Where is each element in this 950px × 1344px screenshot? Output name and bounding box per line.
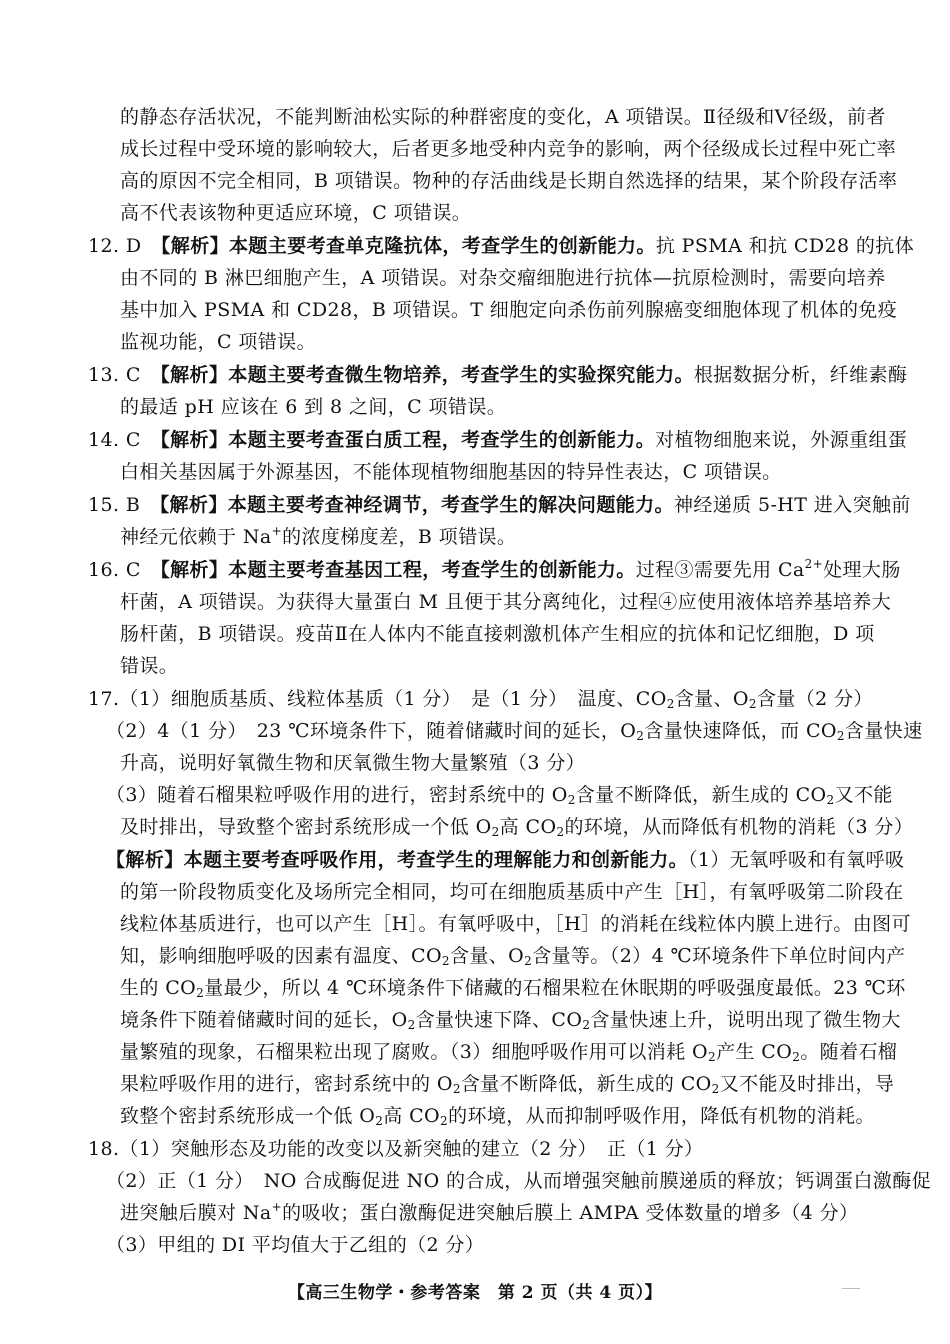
- text-line: 杆菌，A 项错误。为获得大量蛋白 M 且便于其分离纯化，过程④应使用液体培养基培养大: [120, 591, 892, 613]
- question-14-line: 14. C 【解析】本题主要考查蛋白质工程，考查学生的创新能力。对植物细胞来说，外源重组蛋: [88, 429, 908, 451]
- analysis-label: 【解析】本题主要考查蛋白质工程，考查学生的创新能力。: [160, 429, 656, 451]
- text-line: （2）正（1 分） NO 合成酶促进 NO 的合成，从而增强突触前膜递质的释放；钙调蛋白激酶促: [106, 1170, 932, 1192]
- text-line: 肠杆菌，B 项错误。疫苗Ⅱ在人体内不能直接刺激机体产生相应的抗体和记忆细胞，D 项: [120, 623, 875, 645]
- question-number: 15. B: [88, 494, 141, 516]
- text-line: 生的 $CO_2$量最少，所以 4 ℃环境条件下储藏的石榴果粒在休眠期的呼吸强度最低。23 ℃环: [120, 977, 906, 1000]
- text-line: 高不代表该物种更适应环境，C 项错误。: [120, 202, 472, 224]
- text-line: （3）随着石榴果粒呼吸作用的进行，密封系统中的 $O_2$含量不断降低，新生成的 $CO_2$又不能: [106, 784, 893, 807]
- text-line: （2）4（1 分） 23 ℃环境条件下，随着储藏时间的延长，$O_2$含量快速降低，而 $CO_2$含量快速: [106, 720, 923, 743]
- question-15-line: 15. B 【解析】本题主要考查神经调节，考查学生的解决问题能力。神经递质 5-HT 进入突触前: [88, 494, 911, 516]
- text-line: 监视功能，C 项错误。: [120, 331, 316, 353]
- text-line: 线粒体基质进行，也可以产生［H］。有氧呼吸中，［H］的消耗在线粒体内膜上进行。由图可: [120, 913, 911, 935]
- text-line: （3）甲组的 DI 平均值大于乙组的（2 分）: [106, 1234, 485, 1256]
- question-12-line: 12. D 【解析】本题主要考查单克隆抗体，考查学生的创新能力。抗 PSMA 和抗 CD28 的抗体: [88, 235, 915, 257]
- analysis-label: 【解析】本题主要考查呼吸作用，考查学生的理解能力和创新能力。: [106, 849, 689, 871]
- text-line: 及时排出，导致整个密封系统形成一个低 $O_2$高 $CO_2$的环境，从而降低有机物的消耗（3 分）: [120, 816, 914, 839]
- text-line: 基中加入 PSMA 和 CD28，B 项错误。T 细胞定向杀伤前列腺癌变细胞体现了机体的免疫: [120, 299, 898, 321]
- text-line: 进突触后膜对 Na+的吸收；蛋白激酶促进突触后膜上 AMPA 受体数量的增多（4 分）: [120, 1200, 859, 1224]
- question-16-line: 16. C 【解析】本题主要考查基因工程，考查学生的创新能力。过程③需要先用 $Ca^{2+}$处理大肠: [88, 557, 901, 581]
- text-line: 神经元依赖于 Na+的浓度梯度差，B 项错误。: [120, 524, 517, 548]
- question-13-line: 13. C 【解析】本题主要考查微生物培养，考查学生的实验探究能力。根据数据分析，纤维素酶: [88, 364, 908, 386]
- analysis-label: 【解析】本题主要考查单克隆抗体，考查学生的创新能力。: [160, 235, 656, 257]
- text-line: 白相关基因属于外源基因，不能体现植物细胞基因的特异性表达，C 项错误。: [120, 461, 782, 483]
- text-line: 果粒呼吸作用的进行，密封系统中的 $O_2$含量不断降低，新生成的 $CO_2$又不能及时排出，导: [120, 1073, 895, 1096]
- text-line: 境条件下随着储藏时间的延长，$O_2$含量快速下降、$CO_2$含量快速上升，说明出现了微生物大: [120, 1009, 901, 1032]
- text-line: 高的原因不完全相同，B 项错误。物种的存活曲线是长期自然选择的结果，某个阶段存活率: [120, 170, 898, 192]
- text-line: 知，影响细胞呼吸的因素有温度、$CO_2$含量、$O_2$含量等。（2）4 ℃环境条件下单位时间内产: [120, 945, 906, 968]
- question-number: 14. C: [88, 429, 141, 451]
- text-line: 的第一阶段物质变化及场所完全相同，均可在细胞质基质中产生［H］，有氧呼吸第二阶段在: [120, 881, 904, 903]
- text-line: 错误。: [120, 655, 179, 677]
- page-footer: 【高三生物学・参考答案 第 2 页（共 4 页）】: [287, 1283, 663, 1303]
- text-line: 的静态存活状况，不能判断油松实际的种群密度的变化，A 项错误。Ⅱ径级和Ⅴ径级，前者: [120, 106, 886, 128]
- analysis-label: 【解析】本题主要考查神经调节，考查学生的解决问题能力。: [159, 494, 674, 516]
- question-number: 12. D: [88, 235, 142, 257]
- text-line: 量繁殖的现象，石榴果粒出现了腐败。（3）细胞呼吸作用可以消耗 $O_2$产生 $CO_2$。随着石榴: [120, 1041, 898, 1064]
- analysis-label: 【解析】本题主要考查微生物培养，考查学生的实验探究能力。: [160, 364, 694, 386]
- text-line: 由不同的 B 淋巴细胞产生，A 项错误。对杂交瘤细胞进行抗体—抗原检测时，需要向培养: [120, 267, 886, 289]
- text-line: 升高，说明好氧微生物和厌氧微生物大量繁殖（3 分）: [120, 752, 586, 774]
- text-line: 的最适 pH 应该在 6 到 8 之间，C 项错误。: [120, 396, 507, 418]
- question-number: 13. C: [88, 364, 141, 386]
- question-number: 16. C: [88, 559, 141, 581]
- analysis-line: 【解析】本题主要考查呼吸作用，考查学生的理解能力和创新能力。（1）无氧呼吸和有氧呼吸: [106, 849, 905, 871]
- question-18-line: 18.（1）突触形态及功能的改变以及新突触的建立（2 分） 正（1 分）: [88, 1138, 704, 1160]
- text-line: 致整个密封系统形成一个低 $O_2$高 $CO_2$的环境，从而抑制呼吸作用，降低有机物的消耗。: [120, 1105, 875, 1128]
- decorative-mark: [842, 1288, 860, 1289]
- analysis-label: 【解析】本题主要考查基因工程，考查学生的创新能力。: [160, 559, 636, 581]
- question-17-line: 17.（1）细胞质基质、线粒体基质（1 分） 是（1 分） 温度、$CO_2$含量、$O_2$含量（2 分）: [88, 688, 873, 711]
- text-line: 成长过程中受环境的影响较大，后者更多地受种内竞争的影响，两个径级成长过程中死亡率: [120, 138, 897, 160]
